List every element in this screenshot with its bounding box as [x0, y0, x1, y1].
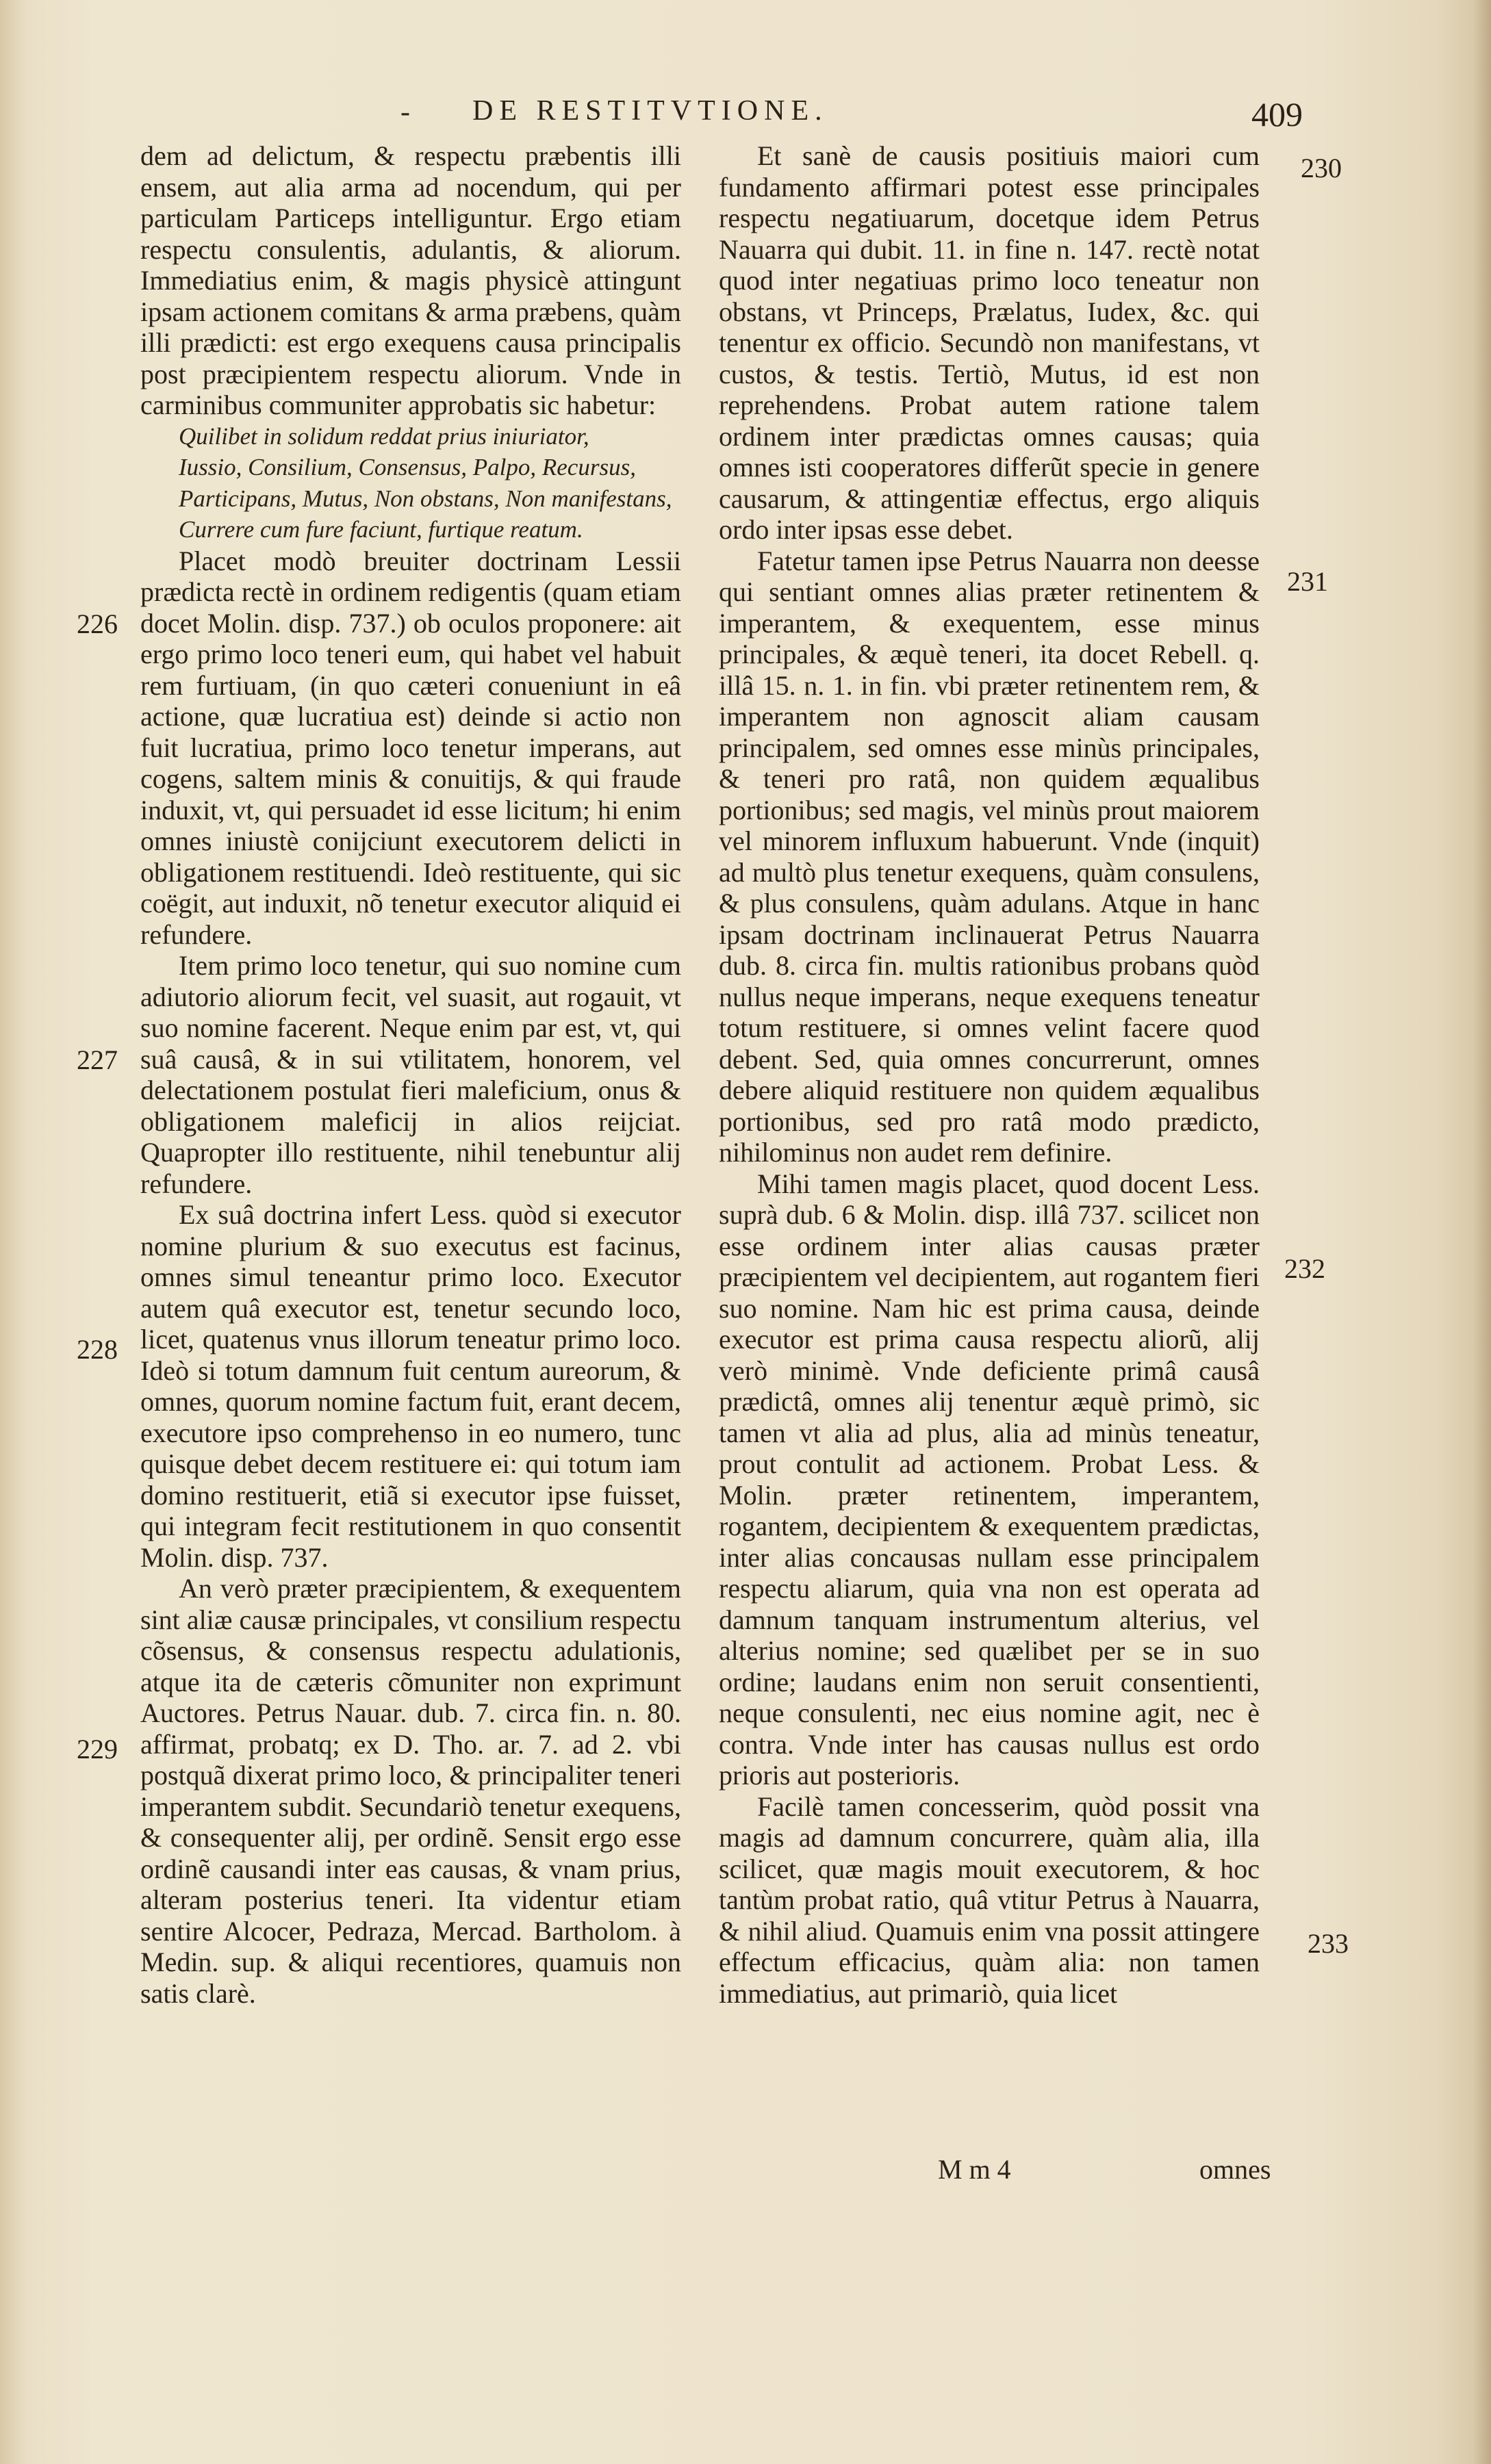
running-head [0, 89, 1491, 133]
paragraph-229: An verò præter præcipientem, & exequentem sint aliæ causæ principales, vt consilium respectu cõsensus, & consensus respectu adulationis, atque ita de cæteris cõmuniter non exprimunt Auctores. Petrus Nauar. dub. 7. circa fin. n. 80. affirmat, probatq; ex D. Tho. ar. 7. ad 2. vbi postquã dixerat primo loco, & principaliter teneri imperantem subdit. Secundariò tenetur exequens, & consequenter alij, per ordinẽ. Sensit ergo esse ordinẽ causandi inter eas causas, & vnam prius, alteram posterius teneri. Ita videntur etiam sentire Alcocer, Pedraza, Mercad. Bartholom. à Medin. sup. & aliqui recentiores, quamuis non satis clarè. [140, 1573, 681, 2009]
margin-number-233: 233 [1308, 1928, 1349, 1959]
margin-number-227: 227 [77, 1044, 118, 1075]
margin-number-228: 228 [77, 1334, 118, 1365]
margin-number-231: 231 [1287, 566, 1328, 597]
margin-number-230: 230 [1301, 153, 1342, 183]
header-dash: - [400, 97, 410, 128]
paragraph-230: Et sanè de causis positiuis maiori cum fundamento affirmari potest esse principales respectu negatiuarum, docetque idem Petrus Nauarra qui dubit. 11. in fine n. 147. rectè notat quod inter negatiuas primo loco teneatur non obstans, vt Princeps, Prælatus, Iudex, &c. qui tenentur ex officio. Secundò non manifestans, vt custos, & testis. Tertiò, Mutus, id est non reprehendens. Probat autem ratione talem ordinem inter prædictas omnes causas; quia omnes isti cooperatores differũt specie in genere causarum, & attingentiæ effectus, ergo aliquis ordo inter ipsas esse debet. [719, 140, 1260, 545]
paragraph-continued: dem ad delictum, & respectu præbentis illi ensem, aut alia arma ad nocendum, qui per particulam Particeps intelliguntur. Ergo etiam respectu consulentis, adulantis, & aliorum. Immediatius enim, & magis physicè attingunt ipsam actionem comitans & arma præbens, quàm illi prædicti: est ergo exequens causa principalis post præcipientem respectu aliorum. Vnde in carminibus communiter approbatis sic habetur: [140, 140, 681, 420]
paragraph-227: Item primo loco tenetur, qui suo nomine cum adiutorio aliorum fecit, vel suasit, aut rogauit, vt suo nomine facerent. Neque enim par est, vt, qui suâ causâ, & in sui vtilitatem, honorem, vel delectationem postulat fieri maleficium, onus & obligationem maleficij in alios reijciat. Quapropter illo restituente, nihil tenebuntur alij refundere. [140, 950, 681, 1199]
paragraph-232: Mihi tamen magis placet, quod docent Less. suprà dub. 6 & Molin. disp. illâ 737. scilicet non esse ordinem inter alias causas præter præcipientem vel decipientem, aut rogantem fieri suo nomine. Nam hic est prima causa, deinde executor est prima causa respectu aliorũ, alij verò minimè. Vnde deficiente primâ causâ prædictâ, omnes alij tenentur æquè primò, sic tamen vt alia ad plus, alia ad minùs teneatur, prout contulit ad actionem. Probat Less. & Molin. præter retinentem, imperantem, rogantem, decipientem & exequentem prædictas, inter alias concausas nullam esse principalem respectu aliarum, quia vna non est operata ad damnum tanquam instrumentum alterius, vel alterius nomine; sed quælibet per se in suo ordine; laudans enim non seruit consentienti, neque consulenti, nec eius nomine agit, nec è contra. Vnde inter has causas nullus est ordo prioris aut posterioris. [719, 1168, 1260, 1791]
verse-line: Iussio, Consilium, Consensus, Palpo, Recursus, [179, 454, 636, 480]
catchword: omnes [1199, 2154, 1271, 2185]
right-column [719, 140, 1260, 2009]
verse-line: Quilibet in solidum reddat prius iniuriator, [179, 422, 589, 450]
left-column [140, 140, 681, 2009]
margin-number-229: 229 [77, 1734, 118, 1764]
margin-number-226: 226 [77, 608, 118, 639]
paragraph-226: Placet modò breuiter doctrinam Lessii prædicta rectè in ordinem redigentis (quam etiam docet Molin. disp. 737.) ob oculos proponere: ait ergo primo loco teneri eum, qui habet vel habuit rem furtiuam, (in quo cæteri conueniunt in eâ actione, quæ lucratiua est) deinde si actio non fuit lucratiua, primo loco tenetur imperans, aut cogens, saltem minis & conuitijs, & qui fraude induxit, vt, qui persuadet id esse licitum; hi enim omnes iniustè conijciunt executorem delicti in obligationem restituendi. Ideò restituente, qui sic coëgit, aut induxit, nõ tenetur executor aliquid ei refundere. [140, 545, 681, 950]
signature-mark: M m 4 [938, 2154, 1011, 2185]
verse-line: Currere cum fure faciunt, furtique reatum. [179, 516, 583, 543]
verse-line: Participans, Mutus, Non obstans, Non manifestans, [179, 485, 672, 512]
running-title: DE RESTITVTIONE. [472, 95, 828, 127]
paragraph-228: Ex suâ doctrina infert Less. quòd si executor nomine plurium & suo executus est facinus, omnes simul teneantur primo loco. Executor autem quâ executor est, tenetur secundo loco, licet, quatenus vnus illorum teneatur primo loco. Ideò si totum damnum fuit centum aureorum, & omnes, quorum nomine factum fuit, erant decem, executore ipso comprehenso in eo numero, tunc quisque debet decem restituere ei: qui totum iam domino restituerit, etiã si executor ipse fuisset, qui integram fecit restitutionem in quo consentit Molin. disp. 737. [140, 1199, 681, 1573]
paragraph-233: Facilè tamen concesserim, quòd possit vna magis ad damnum concurrere, quàm alia, illa scilicet, quæ magis mouit executorem, & hoc tantùm probat ratio, quâ vtitur Petrus à Nauarra, & nihil aliud. Quamuis enim vna possit attingere effectum efficacius, quàm alia: non tamen immediatius, aut primariò, quia licet [719, 1791, 1260, 2009]
page-number: 409 [1251, 95, 1303, 133]
margin-number-232: 232 [1284, 1253, 1325, 1284]
paragraph-231: Fatetur tamen ipse Petrus Nauarra non deesse qui sentiant omnes alias præter retinentem & imperantem, & exequentem, esse minus principales, & æquè teneri, ita docet Rebell. q. illâ 15. n. 1. in fin. vbi præter retinentem rem, & imperantem non agnoscit aliam causam principalem, sed omnes esse minùs principales, & teneri pro ratâ, non quidem æqualibus portionibus; sed magis, vel minùs prout maiorem vel minorem influxum habuerunt. Vnde (inquit) ad multò plus tenetur exequens, quàm consulens, & plus consulens, quàm adulans. Atque in hanc ipsam doctrinam inclinauerat Petrus Nauarra dub. 8. circa fin. multis rationibus probans quòd nullus neque imperans, neque exequens teneatur totum restituere, si omnes velint facere quod debent. Sed, quia omnes concurrerunt, omnes debere aliquid restituere non quidem æqualibus portionibus, sed pro ratâ modo prædicto, nihilominus non audet rem definire. [719, 545, 1260, 1168]
verse-quotation [140, 421, 681, 546]
